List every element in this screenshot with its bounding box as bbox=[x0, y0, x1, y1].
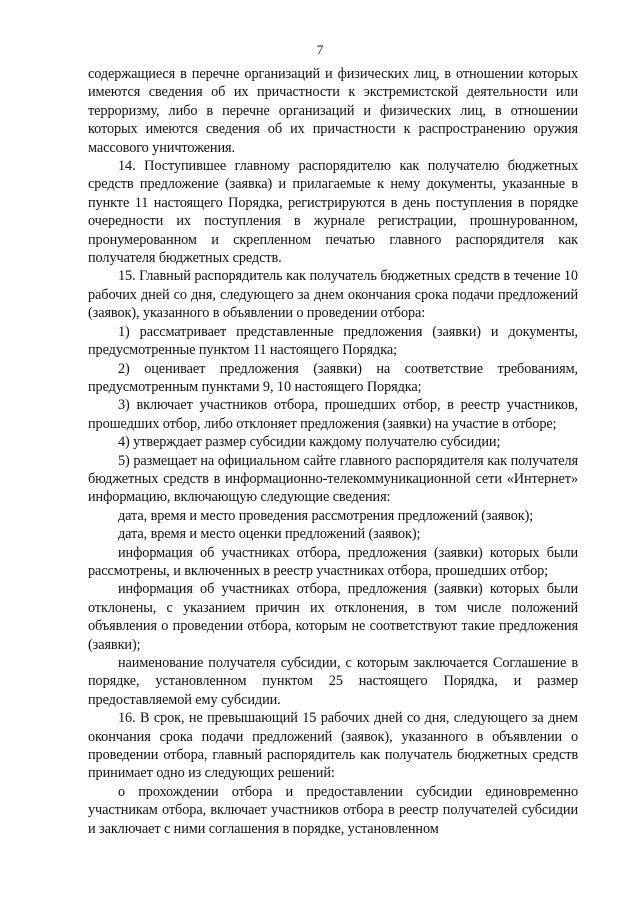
paragraph-detail-review-date: дата, время и место проведения рассмотрения предложений (заявок); bbox=[118, 507, 534, 524]
paragraph-continuation: содержащиеся в перечне организаций и физических лиц, в отношении которых имеются сведения об их причастности к экстремистской деятельности или терроризму, либо в перечне организаций и физических лиц, в отношении которых имеются сведения об их причастности к распространению оружия массового уничтожения. bbox=[88, 66, 578, 156]
paragraph-detail-recipient-name: наименование получателя субсидии, с которым заключается Соглашение в порядке, установленном пунктом 25 настоящего Порядка, и размер предоставляемой ему субсидии. bbox=[88, 655, 578, 708]
paragraph-item-14: 14. Поступившее главному распорядителю как получателю бюджетных средств предложение (заявка) и прилагаемые к нему документы, указанные в пункте 11 настоящего Порядка, регистрируются в день поступления в порядке очередности их поступления в журнале регистрации, прошнурованном, пронумерованном и скрепленном печатью главного распорядителя как получателя бюджетных средств. bbox=[88, 158, 578, 267]
paragraph-subitem-5: 5) размещает на официальном сайте главного распорядителя как получателя бюджетных средств в информационно-телекоммуникационной сети «Интернет» информацию, включающую следующие сведения: bbox=[88, 452, 578, 506]
paragraph-detail-reviewed-participants: информация об участниках отбора, предложения (заявки) которых были рассмотрены, и включенных в реестр участниках отбора, прошедших отбор; bbox=[88, 544, 578, 579]
paragraph-subitem-4: 4) утверждает размер субсидии каждому получателю субсидии; bbox=[118, 434, 501, 451]
paragraph-item-15: 15. Главный распорядитель как получатель бюджетных средств в течение 10 рабочих дней со дня, следующего за днем окончания срока подачи предложений (заявок), указанного в объявлении о проведении отбора: bbox=[88, 268, 578, 322]
paragraph-detail-rejected-participants: информация об участниках отбора, предложения (заявки) которых были отклонены, с указанием причин их отклонения, в том числе положений объявления о проведении отбора, которым не соответствуют такие предложения (заявки); bbox=[88, 581, 578, 653]
paragraph-subitem-2: 2) оценивает предложения (заявки) на соответствие требованиям, предусмотренным пунктами 9, 10 настоящего Порядка; bbox=[88, 360, 578, 395]
page-number: 7 bbox=[316, 42, 324, 57]
paragraph-decision-selection: о прохождении отбора и предоставлении субсидии единовременно участникам отбора, включает участников отбора в реестр получателей субсидии и заключает с ними соглашения в порядке, установленном bbox=[88, 783, 578, 837]
paragraph-detail-evaluation-date: дата, время и место оценки предложений (заявок); bbox=[118, 526, 421, 543]
paragraph-subitem-3: 3) включает участников отбора, прошедших отбор, в реестр участников, прошедших отбор, либо отклоняет предложения (заявки) на участие в отборе; bbox=[88, 397, 578, 432]
paragraph-item-16: 16. В срок, не превышающий 15 рабочих дней со дня, следующего за днем окончания срока подачи предложений (заявок), указанного в объявлении о проведении отбора, главный распорядитель как получатель бюджетных средств принимает одно из следующих решений: bbox=[88, 710, 578, 782]
document-body bbox=[88, 65, 578, 838]
paragraph-subitem-1: 1) рассматривает представленные предложения (заявки) и документы, предусмотренные пунктом 11 настоящего Порядка; bbox=[88, 323, 578, 359]
